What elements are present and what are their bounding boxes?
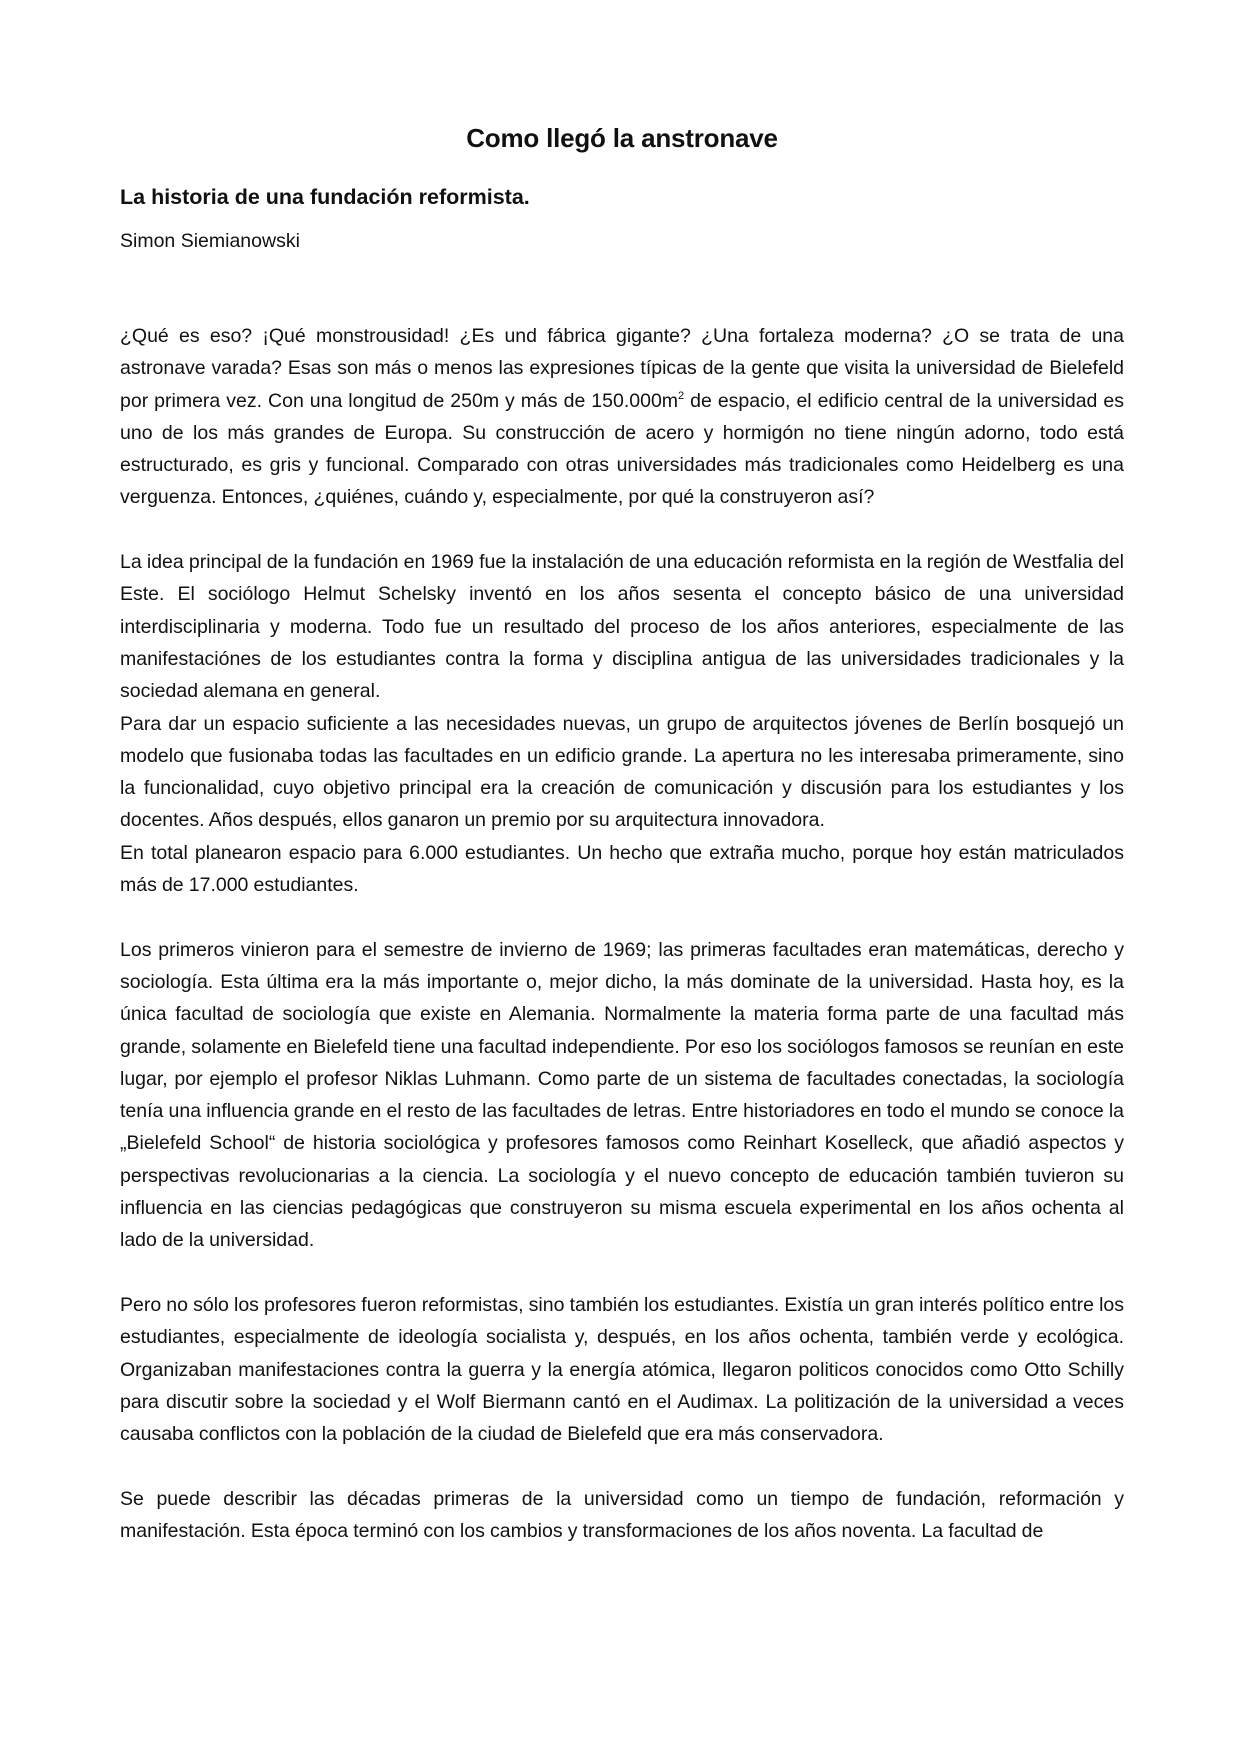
paragraph-intro-text-a: ¿Qué es eso? ¡Qué monstrousidad! ¿Es und fábrica gigante? ¿Una fortaleza moderna? ¿O se trata de una astronave varada? Esas son más o menos las expresiones típicas de la gente que visita la universidad de Bielefeld por primera vez. Con una longitud de 250m y más de 150.000m bbox=[120, 325, 1124, 412]
page-title: Como llegó la anstronave bbox=[466, 123, 778, 153]
superscript-squared: 2 bbox=[678, 389, 685, 402]
paragraph-students-count: En total planearon espacio para 6.000 estudiantes. Un hecho que extraña mucho, porque hoy están matriculados más de 17.000 estudiantes. bbox=[120, 841, 1124, 897]
paragraph-decades: Se puede describir las décadas primeras de la universidad como un tiempo de fundación, reformación y manifestación. Esta época terminó con los cambios y transformaciones de los años noventa. La facultad de bbox=[120, 1487, 1124, 1542]
document-page bbox=[120, 0, 1124, 1547]
paragraph-faculties: Los primeros vinieron para el semestre de invierno de 1969; las primeras facultades eran matemáticas, derecho y sociología. Esta última era la más importante o, mejor dicho, la más dominate de la universidad. Hasta hoy, es la única facultad de sociología que existe en Alemania. Normalmente la materia forma parte de una facultad más grande, solamente en Bielefeld tiene una facultad independiente. Por eso los sociólogos famosos se reunían en este lugar, por ejemplo el profesor Niklas Luhmann. Como parte de un sistema de facultades conectadas, la sociología tenía una influencia grande en el resto de las facultades de letras. Entre historiadores en todo el mundo se conoce la „Bielefeld School“ de historia sociológica y profesores famosos como Reinhart Koselleck, que añadió aspectos y perspectivas revolucionarias a la ciencia. La sociología y el nuevo concepto de educación también tuvieron su influencia en las ciencias pedagógicas que construyeron su misma escuela experimental en los años ochenta al lado de la universidad. bbox=[120, 938, 1124, 1252]
paragraph-intro-text-b: de espacio, el edificio central de la universidad es uno de los más grandes de Europa. Su construcción de acero y hormigón no tiene ningún adorno, todo está estructurado, es gris y funcional. Comparado con otras universidades más tradicionales como Heidelberg es una verguenza. Entonces, ¿quiénes, cuándo y, especialmente, por qué la construyeron así? bbox=[120, 389, 1124, 509]
paragraph-politics: Pero no sólo los profesores fueron reformistas, sino también los estudiantes. Existía un gran interés político entre los estudiantes, especialmente de ideología socialista y, después, en los años ochenta, también verde y ecológica. Organizaban manifestaciones contra la guerra y la energía atómica, llegaron politicos conocidos como Otto Schilly para discutir sobre la sociedad y el Wolf Biermann cantó en el Audimax. La politización de la universidad a veces causaba conflictos con la población de la ciudad de Bielefeld que era más conservadora. bbox=[120, 1293, 1125, 1446]
author-name: Simon Siemianowski bbox=[120, 230, 300, 252]
paragraph-architecture: Para dar un espacio suficiente a las necesidades nuevas, un grupo de arquitectos jóvenes de Berlín bosquejó un modelo que fusionaba todas las facultades en un edificio grande. La apertura no les interesaba primeramente, sino la funcionalidad, cuyo objetivo principal era la creación de comunicación y discusión para los estudiantes y los docentes. Años después, ellos ganaron un premio por su arquitectura innovadora. bbox=[120, 712, 1124, 832]
paragraph-foundation: La idea principal de la fundación en 1969 fue la instalación de una educación reformista en la región de Westfalia del Este. El sociólogo Helmut Schelsky inventó en los años sesenta el concepto básico de una universidad interdisciplinaria y moderna. Todo fue un resultado del proceso de los años anteriores, especialmente de las manifestaciónes de los estudiantes contra la forma y disciplina antigua de las universidades tradicionales y la sociedad alemana en general. bbox=[120, 551, 1124, 703]
paragraph-intro bbox=[120, 320, 1124, 514]
article-body bbox=[120, 320, 1124, 1547]
page-subtitle: La historia de una fundación reformista. bbox=[120, 185, 530, 209]
